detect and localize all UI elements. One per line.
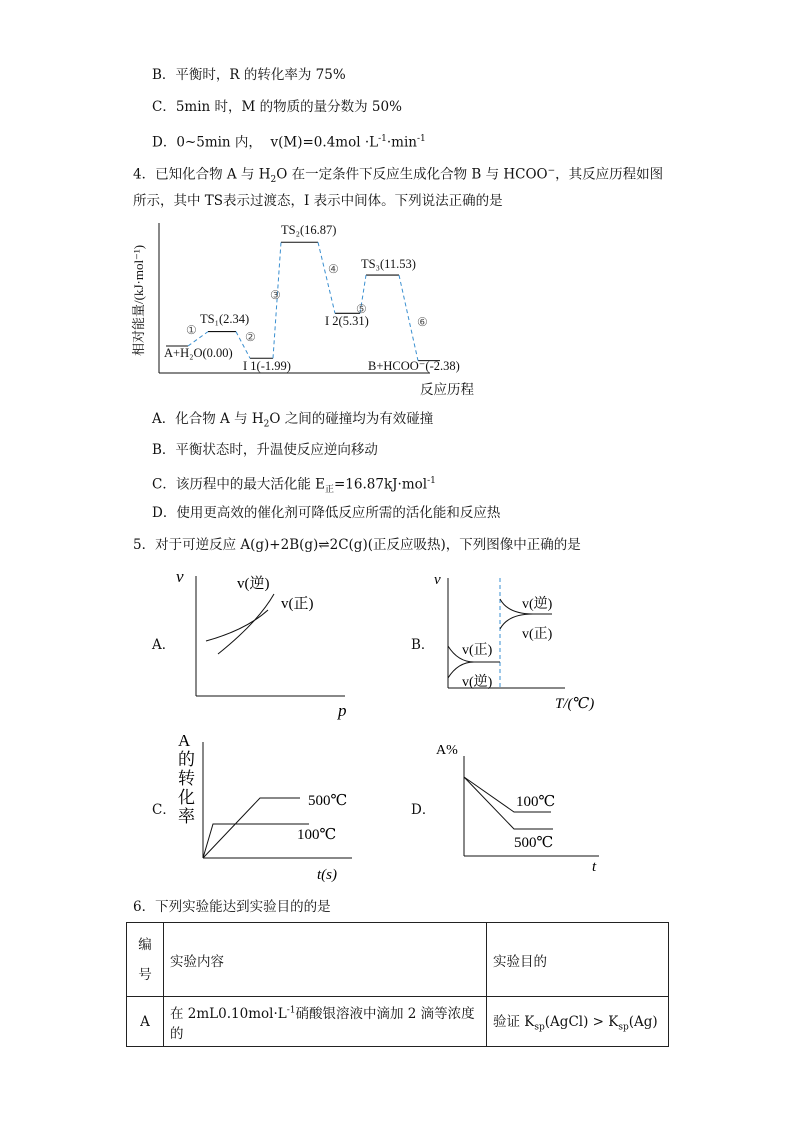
graph-d-lower-label: 500℃: [514, 835, 554, 851]
graph-b-x-label: T/(℃): [555, 696, 595, 712]
graph-a-y-label: v: [176, 567, 184, 586]
graph-b-upper2-label: v(正): [522, 627, 553, 642]
energy-step-label-4: ④: [328, 262, 339, 276]
energy-level-label-0: A+H₂O(0.00): [164, 346, 233, 360]
table-header-row: [127, 923, 669, 997]
graph-d: [434, 738, 609, 878]
energy-connector-4: [318, 242, 335, 313]
q4-stem-part-c: ，其反应历程如图: [555, 166, 664, 183]
energy-connector-6: [399, 275, 418, 361]
q4-option-c-prefix: C．该历程中的最大活化能 E: [152, 476, 325, 493]
graph-a-curve-forward: [206, 610, 268, 641]
q4-stem-part-a: 4．已知化合物 A 与 H: [133, 166, 271, 183]
q3-option-d-prefix: D．0~5min 内，: [152, 134, 262, 151]
q3-option-d-sup2: -1: [416, 134, 426, 144]
q4-stem-sub: 2: [270, 175, 277, 186]
q4-stem-line1: [133, 162, 663, 189]
graph-c-y-char-1: 的: [178, 750, 195, 769]
q4-option-c-sup: -1: [427, 476, 436, 486]
graph-b: [430, 568, 605, 718]
q3-option-d-formula: v(M)=0.4mol ·L: [270, 134, 379, 151]
energy-x-axis-label: 反应历程: [420, 382, 474, 397]
graph-c-y-char-0: A: [178, 732, 191, 750]
table-cell-goal-mid: (AgCl) > K: [544, 1014, 619, 1031]
graph-a: [170, 562, 360, 722]
energy-step-label-6: ⑥: [417, 315, 428, 329]
energy-step-label-2: ②: [245, 330, 256, 344]
energy-diagram: [130, 218, 500, 400]
energy-step-label-3: ③: [270, 288, 281, 302]
graph-c-y-char-4: 率: [178, 807, 195, 826]
q5-option-b-label: B．: [411, 637, 435, 653]
graph-a-curve-reverse: [218, 594, 274, 654]
graph-d-y-label: A%: [436, 743, 458, 758]
graph-c-curve-high-label: 500℃: [308, 793, 348, 809]
graph-c-curve-500: [203, 798, 300, 858]
energy-level-label-2: I 1(-1.99): [243, 359, 291, 373]
graph-c-curve-low-label: 100℃: [297, 827, 337, 843]
graph-b-lower2-label: v(逆): [462, 675, 493, 690]
q5-option-a-label: A．: [152, 637, 176, 653]
q4-option-c: [152, 472, 436, 499]
q4-stem-part-b: O 在一定条件下反应生成化合物 B 与 HCOO: [276, 166, 548, 183]
q3-option-c: C．5min 时，M 的物质的量分数为 50%: [152, 99, 402, 115]
graph-a-curve2-label: v(正): [281, 596, 314, 612]
table-cell-goal-suffix: (Ag): [628, 1014, 658, 1031]
table-cell-goal: [487, 997, 669, 1047]
q4-option-a-suffix: O 之间的碰撞均为有效碰撞: [269, 411, 434, 427]
energy-level-label-3: TS₂(16.87): [281, 223, 337, 237]
q3-option-d: [152, 130, 426, 152]
table-cell-id: A: [127, 997, 164, 1047]
q6-stem: 6．下列实验能达到实验目的的是: [133, 899, 331, 915]
energy-y-axis-label: 相对能量/(kJ·mol⁻¹): [131, 244, 146, 356]
graph-a-curve1-label: v(逆): [237, 576, 270, 592]
energy-step-label-5: ⑤: [356, 302, 367, 316]
graph-d-x-label: t: [592, 859, 597, 875]
table-header-goal: 实验目的: [487, 923, 669, 997]
q4-stem-line2: 所示，其中 TS表示过渡态，I 表示中间体。下列说法正确的是: [133, 193, 503, 209]
table-header-content: 实验内容: [164, 923, 487, 997]
q5-option-d-label: D．: [411, 802, 436, 818]
table-cell-goal-sub2: sp: [618, 1022, 629, 1033]
q3-option-d-mid: ·min: [386, 134, 417, 151]
q4-option-b: B．平衡状态时，升温使反应逆向移动: [152, 442, 378, 458]
q4-option-a-sub: 2: [263, 419, 270, 430]
table-header-id-text: 编号: [138, 936, 152, 983]
q3-option-b: B．平衡时，R 的转化率为 75%: [152, 67, 346, 83]
table-cell-goal-prefix: 验证 K: [493, 1014, 535, 1031]
energy-level-label-4: I 2(5.31): [325, 314, 369, 328]
graph-a-x-label: p: [338, 701, 347, 720]
experiment-table: [126, 922, 669, 1047]
table-cell-content-sup: -1: [286, 1005, 296, 1015]
graph-c-y-label: [178, 732, 195, 826]
graph-c: [172, 732, 372, 884]
graph-b-upper1-label: v(逆): [522, 597, 553, 612]
graph-b-y-label: v: [434, 572, 441, 588]
q4-option-d: D．使用更高效的催化剂可降低反应所需的活化能和反应热: [152, 505, 501, 521]
energy-level-label-6: B+HCOO⁻(-2.38): [368, 359, 460, 373]
graph-c-x-label: t(s): [317, 867, 337, 883]
table-cell-content-suffix: 硝酸银溶液中滴加 2 滴等浓度的: [170, 1005, 475, 1042]
energy-level-label-1: TS₁(2.34): [200, 312, 250, 326]
energy-step-label-1: ①: [186, 323, 197, 337]
q5-option-c-label: C．: [152, 802, 176, 818]
table-cell-content: [164, 997, 487, 1047]
q4-option-c-value: =16.87kJ·mol: [334, 476, 428, 493]
graph-c-y-char-2: 转: [178, 769, 195, 788]
q3-option-d-sup1: -1: [378, 134, 387, 144]
graph-d-upper-label: 100℃: [516, 794, 556, 810]
energy-level-label-5: TS₃(11.53): [361, 257, 416, 271]
q5-stem: 5．对于可逆反应 A(g)+2B(g)⇌2C(g)(正反应吸热)，下列图像中正确的是: [133, 537, 581, 553]
graph-c-y-char-3: 化: [178, 788, 195, 807]
table-cell-goal-sub1: sp: [534, 1022, 545, 1033]
q4-option-c-sub: 正: [324, 485, 334, 496]
table-header-id: [127, 923, 164, 997]
table-cell-content-prefix: 在 2mL0.10mol·L: [170, 1005, 287, 1022]
q4-stem-sup: −: [547, 166, 556, 176]
table-row: [127, 997, 669, 1047]
q4-option-a: [152, 410, 433, 434]
graph-b-lower1-label: v(正): [462, 643, 493, 658]
energy-levels: [164, 223, 460, 373]
q4-option-a-prefix: A．化合物 A 与 H: [152, 411, 264, 427]
